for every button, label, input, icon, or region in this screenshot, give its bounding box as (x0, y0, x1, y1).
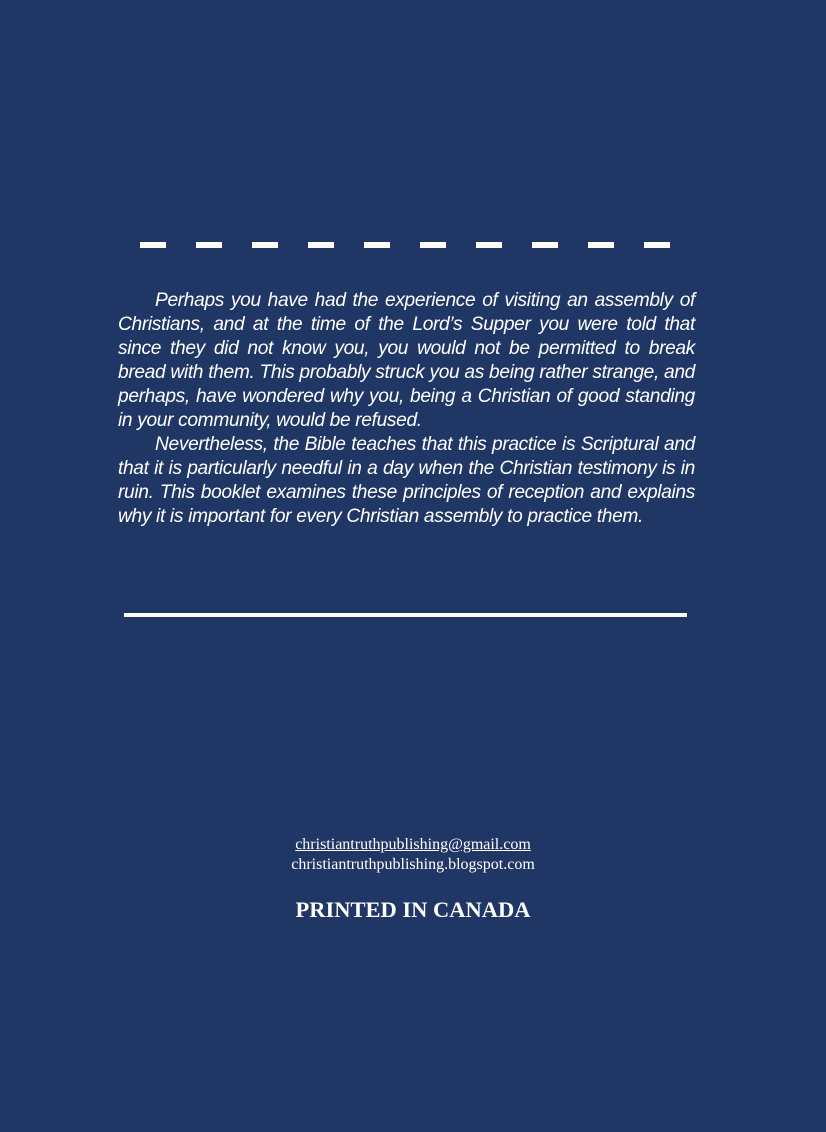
decorative-dash (196, 242, 222, 248)
decorative-dash (644, 242, 670, 248)
decorative-dash (140, 242, 166, 248)
decorative-dash (420, 242, 446, 248)
decorative-dash (252, 242, 278, 248)
decorative-dash (364, 242, 390, 248)
blurb-paragraph-2: Nevertheless, the Bible teaches that this practice is Scriptural and that it is particularly needful in a day when the Christian testimony is in ruin. This booklet examines these principles of reception and explains why it is important for every Christian assembly to practice them. (118, 434, 695, 527)
back-cover-blurb (118, 289, 695, 529)
horizontal-rule (124, 613, 687, 617)
decorative-dash-row (140, 240, 672, 250)
decorative-dash (308, 242, 334, 248)
publisher-email-link[interactable]: christiantruthpublishing@gmail.com (295, 836, 531, 853)
printed-in-canada: PRINTED IN CANADA (295, 897, 531, 922)
publisher-email-line (0, 835, 826, 854)
decorative-dash (588, 242, 614, 248)
blurb-paragraph-1: Perhaps you have had the experience of visiting an assembly of Christians, and at the time of the Lord’s Supper you were told that since they did not know you, you would not be permitted to break bread with them. This probably struck you as being rather strange, and perhaps, have wondered why you, being a Christian of good standing in your community, would be refused. (118, 290, 695, 431)
decorative-dash (476, 242, 502, 248)
decorative-dash (532, 242, 558, 248)
publisher-blog-url: christiantruthpublishing.blogspot.com (291, 856, 535, 873)
